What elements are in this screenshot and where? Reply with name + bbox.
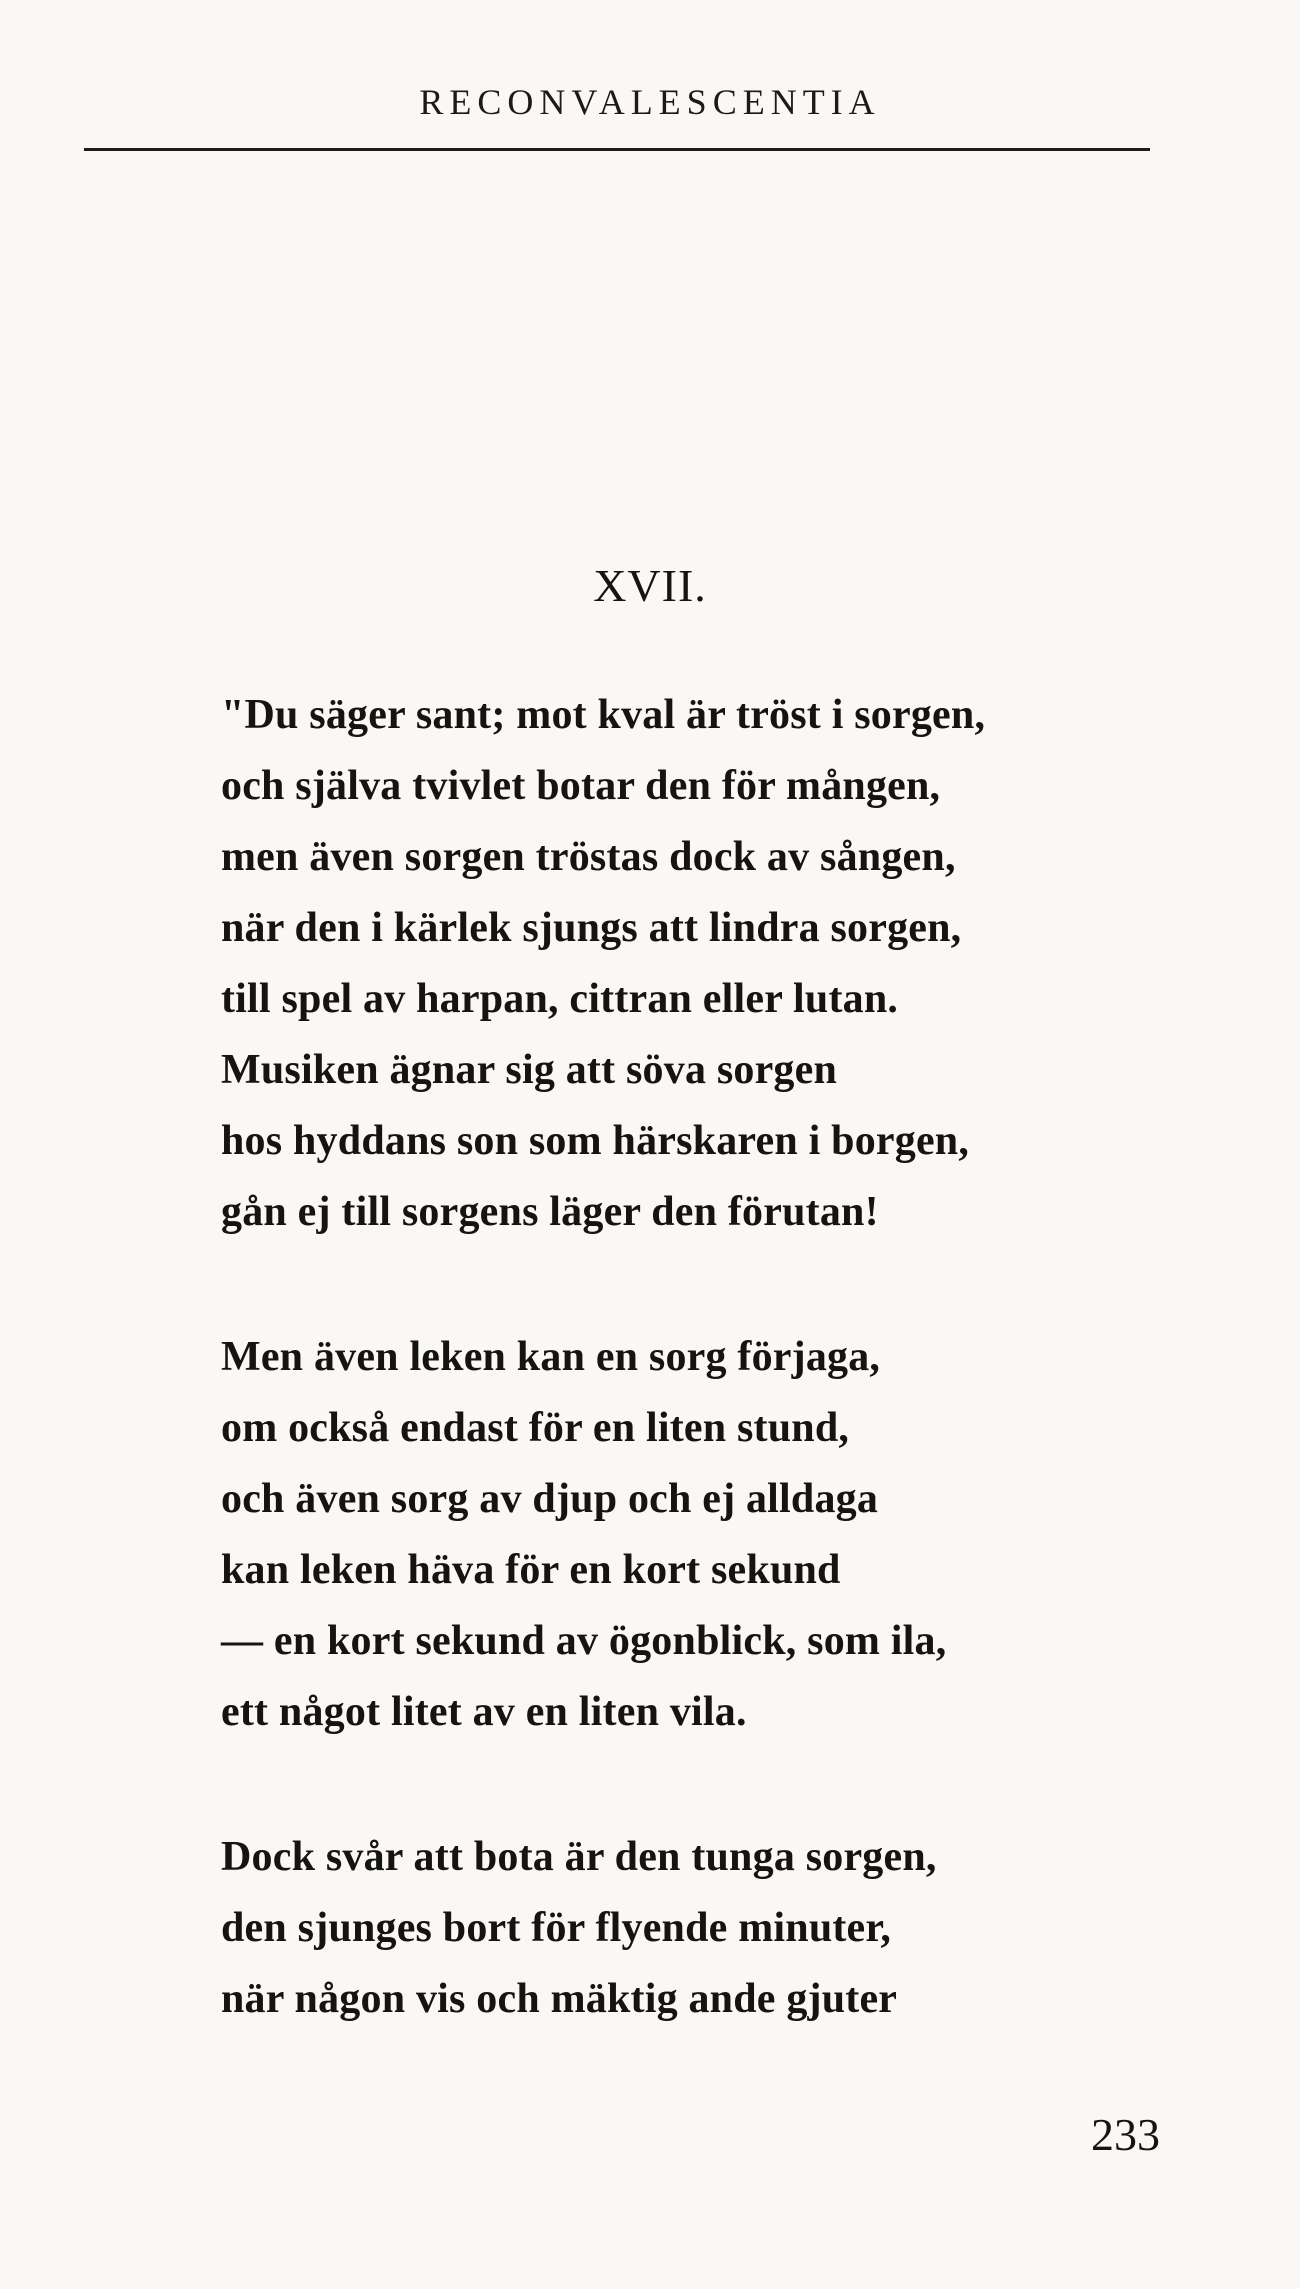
section-number: XVII. bbox=[593, 560, 707, 611]
verse-line: om också endast för en liten stund, bbox=[221, 1405, 850, 1451]
page-number: 233 bbox=[1091, 2109, 1160, 2160]
verse-line: när någon vis och mäktig ande gjuter bbox=[221, 1976, 898, 2022]
verse-line: "Du säger sant; mot kval är tröst i sorgen, bbox=[221, 692, 986, 738]
verse-line: kan leken häva för en kort sekund bbox=[221, 1547, 841, 1593]
stanza-2 bbox=[221, 1322, 946, 1748]
running-header: RECONVALESCENTIA bbox=[419, 82, 881, 122]
verse-line: Men även leken kan en sorg förjaga, bbox=[221, 1334, 881, 1380]
verse-line: Dock svår att bota är den tunga sorgen, bbox=[221, 1834, 937, 1880]
verse-line: när den i kärlek sjungs att lindra sorgen, bbox=[221, 905, 962, 951]
verse-line: Musiken ägnar sig att söva sorgen bbox=[221, 1047, 838, 1093]
verse-line: — en kort sekund av ögonblick, som ila, bbox=[221, 1618, 947, 1664]
verse-line: hos hyddans son som härskaren i borgen, bbox=[221, 1118, 970, 1164]
verse-line: men även sorgen tröstas dock av sången, bbox=[221, 834, 956, 880]
verse-line: ett något litet av en liten vila. bbox=[221, 1689, 747, 1735]
header-rule bbox=[84, 148, 1150, 151]
verse-line: gån ej till sorgens läger den förutan! bbox=[221, 1189, 879, 1235]
stanza-3 bbox=[221, 1822, 937, 2035]
verse-line: till spel av harpan, cittran eller lutan. bbox=[221, 976, 899, 1022]
verse-line: och även sorg av djup och ej alldaga bbox=[221, 1476, 879, 1522]
verse-line: den sjunges bort för flyende minuter, bbox=[221, 1905, 892, 1951]
verse-line: och själva tvivlet botar den för mången, bbox=[221, 763, 941, 809]
stanza-1 bbox=[221, 680, 985, 1248]
